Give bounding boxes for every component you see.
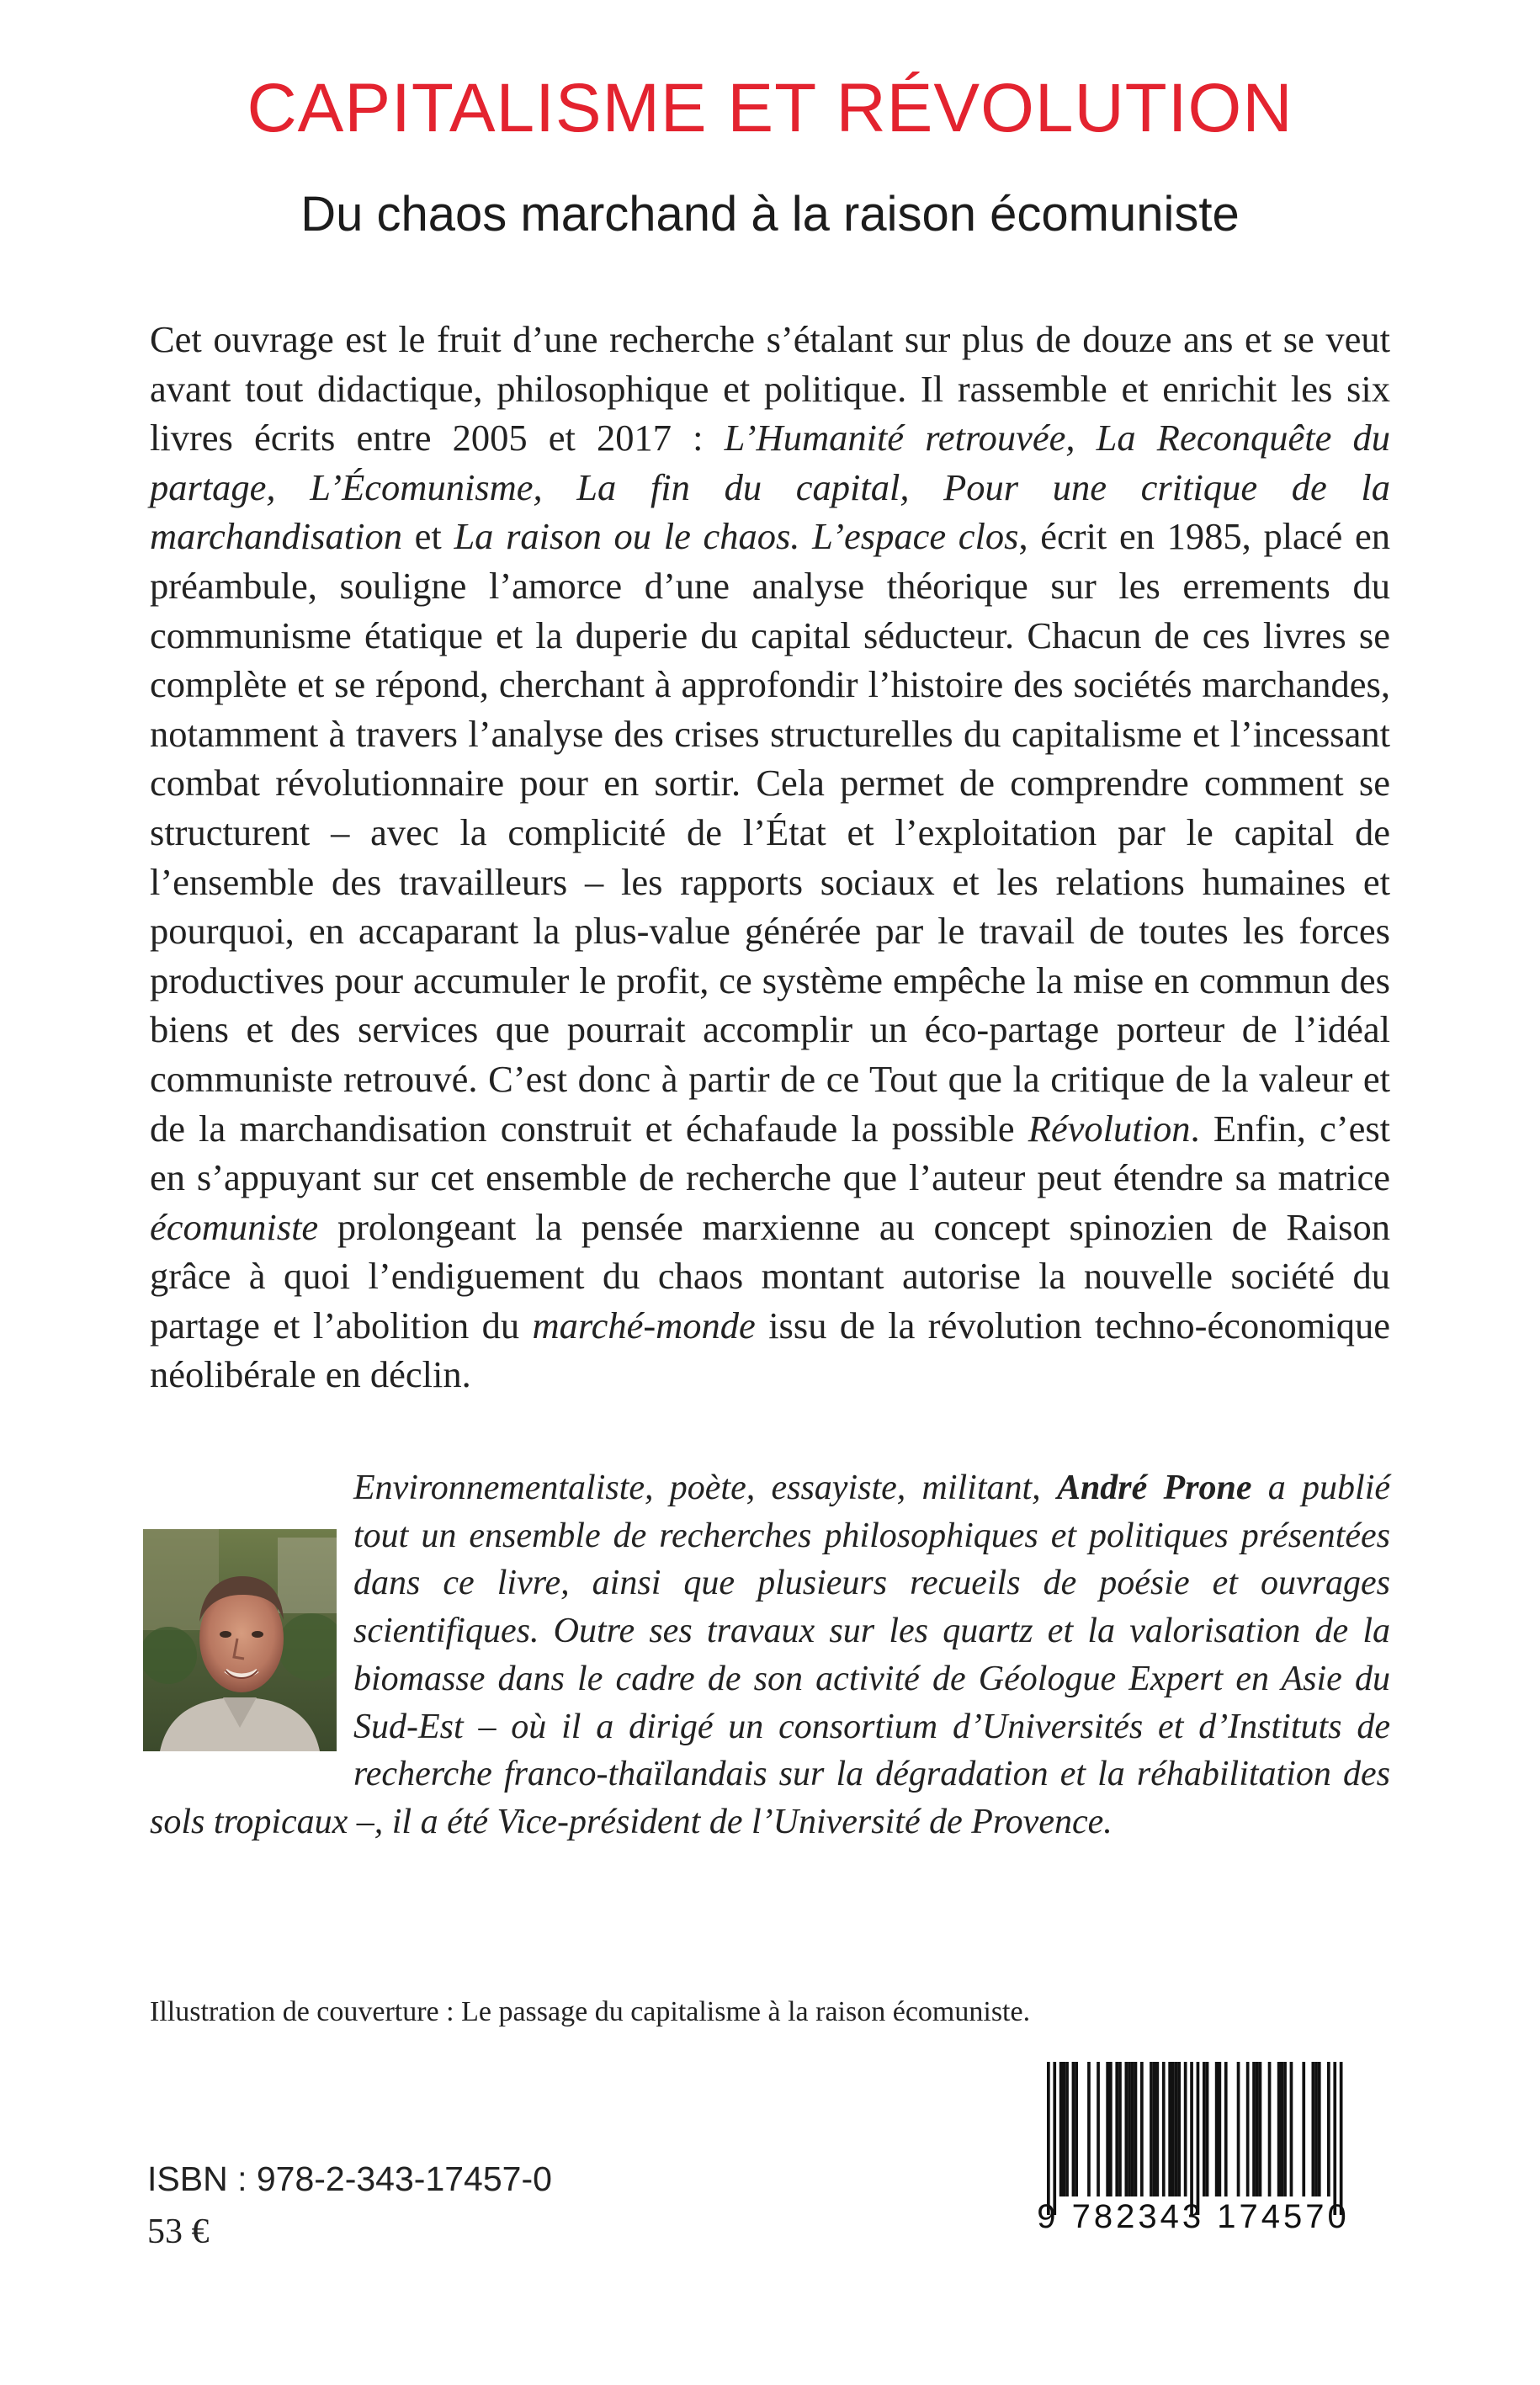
description-text: et <box>401 515 454 558</box>
barcode-bar <box>1203 2062 1206 2196</box>
barcode-bar <box>1206 2062 1209 2196</box>
barcode-bar <box>1252 2062 1256 2196</box>
barcode-bar <box>1131 2062 1134 2196</box>
barcode-bar <box>1177 2062 1181 2196</box>
description-title: marché-monde <box>532 1304 756 1347</box>
isbn: ISBN : 978-2-343-17457-0 <box>147 2159 552 2198</box>
barcode-bar <box>1097 2062 1100 2196</box>
barcode-bar <box>1215 2062 1219 2196</box>
barcode-bar <box>1128 2062 1131 2196</box>
barcode-bar <box>1312 2062 1315 2196</box>
description-paragraph <box>150 315 1390 1400</box>
barcode-bar <box>1156 2062 1160 2196</box>
barcode-bar <box>1318 2062 1321 2196</box>
barcode-bar <box>1171 2062 1175 2196</box>
barcode-bar <box>1290 2062 1293 2196</box>
barcode-bar <box>1168 2062 1171 2196</box>
description-title: écomuniste <box>150 1205 319 1248</box>
barcode-bar <box>1283 2062 1287 2196</box>
description-title: Révolution <box>1028 1107 1191 1150</box>
barcode-bar <box>1134 2062 1138 2196</box>
barcode-bar <box>1065 2062 1069 2196</box>
barcode-bar <box>1140 2062 1144 2196</box>
barcode-bar <box>1106 2062 1109 2196</box>
barcode-bar <box>1072 2062 1075 2196</box>
barcode-bar <box>1333 2062 1336 2215</box>
barcode-bar <box>1246 2062 1250 2196</box>
book-title: CAPITALISME ET RÉVOLUTION <box>247 70 1293 146</box>
description-text: . Enfin, c’est en s’appuyant sur cet ensemble de recherche que l’auteur peut étendre sa matrice <box>150 1107 1390 1199</box>
barcode-bar <box>1125 2062 1128 2196</box>
barcode-bar <box>1053 2062 1056 2215</box>
barcode-bar <box>1109 2062 1113 2196</box>
barcode-bar <box>1190 2062 1193 2215</box>
price: 53 € <box>147 2212 210 2251</box>
description-text: , écrit en 1985, placé en préambule, souligne l’amorce d’une analyse théorique sur les errements du communisme étatique et la duperie du capital séducteur. Chacun de ces livres se complète et se répond, cherchant à approfondir l’histoire des sociétés marchandes, notamment à travers l’analyse des crises structurelles du capitalisme et l’incessant combat révolutionnaire pour en sortir. Cela permet de comprendre comment se structurent – avec la complicité de l’État et l’exploitation par le capital de l’ensemble des travailleurs – les rapports sociaux et les relations humaines et pourquoi, en accaparant la plus-value générée par le travail de toutes les forces productives pour accumuler le profit, ce système empêche la mise en commun des biens et des services que pourrait accomplir un éco-partage porteur de l’idéal communiste retrouvé. C’est donc à partir de ce Tout que la critique de la valeur et de la marchandisation construit et échafaude la possible <box>150 515 1390 1150</box>
barcode-bar <box>1162 2062 1166 2196</box>
book-subtitle: Du chaos marchand à la raison écomuniste <box>300 187 1240 242</box>
barcode-bar <box>1153 2062 1156 2196</box>
barcode-bar <box>1268 2062 1272 2196</box>
barcode-bar <box>1118 2062 1122 2196</box>
barcode-bar <box>1224 2062 1228 2196</box>
cover-illustration-credit: Illustration de couverture : Le passage du capitalisme à la raison écomuniste. <box>150 1996 1031 2027</box>
description-title: L’Humanité retrouvée, La Reconquête du partage, L’Écomunisme, La fin du capital, Pour une critique de la marchandisation <box>150 417 1390 558</box>
barcode-bar <box>1277 2062 1281 2196</box>
barcode-bar <box>1150 2062 1153 2196</box>
barcode-bar <box>1197 2062 1200 2215</box>
description-text: prolongeant la pensée marxienne au concept spinozien de Raison grâce à quoi l’endiguement du chaos montant autorise la nouvelle société du partage et l’abolition du <box>150 1205 1390 1347</box>
bio-text: Environnementaliste, poète, essayiste, militant, <box>353 1469 1057 1507</box>
barcode-bar <box>1340 2062 1343 2215</box>
barcode-bar <box>1327 2062 1330 2196</box>
barcode-bar <box>1281 2062 1284 2196</box>
barcode-bar <box>1175 2062 1178 2196</box>
barcode-bar <box>1302 2062 1305 2196</box>
barcode-bar <box>1259 2062 1262 2196</box>
barcode-bar <box>1047 2062 1050 2215</box>
barcode-bar <box>1314 2062 1318 2196</box>
barcode-bar <box>1059 2062 1063 2196</box>
barcode-bar <box>1256 2062 1259 2196</box>
barcode-digits: 9 782343 174570 <box>1037 2198 1350 2235</box>
barcode-bar <box>1063 2062 1066 2196</box>
description-text: issu de la révolution techno-économique néolibérale en déclin. <box>150 1304 1390 1396</box>
description-text: Cet ouvrage est le fruit d’une recherche s’étalant sur plus de douze ans et se veut avant tout didactique, philosophique et politique. Il rassemble et enrichit les six livres écrits entre 2005 et 2017 : <box>150 318 1390 459</box>
description-title: La raison ou le chaos. L’espace clos <box>454 515 1019 558</box>
barcode-bar <box>1075 2062 1078 2196</box>
barcode-bar <box>1115 2062 1118 2196</box>
barcode-bar <box>1184 2062 1187 2196</box>
barcode-bar <box>1087 2062 1091 2196</box>
author-photo <box>143 1529 337 1751</box>
bio-text: a publié tout un ensemble de recherches philosophiques et politiques présentées dans ce livre, ainsi que plusieurs recueils de poésie et ouvrages scientifiques. Outre ses travaux sur les quartz et la valorisation de la biomasse dans le cadre de son activité de Géologue Expert en Asie du Sud-Est – où il a dirigé un consortium d’Universités et d’Instituts de recherche franco-thaïlandais sur la dégradation et la réhabilitation des sols tropicaux –, il a été Vice-président de l’Université de Provence. <box>150 1469 1391 1841</box>
author-name: André Prone <box>1056 1469 1252 1507</box>
barcode-bar <box>1237 2062 1240 2196</box>
barcode-bar <box>1219 2062 1222 2196</box>
